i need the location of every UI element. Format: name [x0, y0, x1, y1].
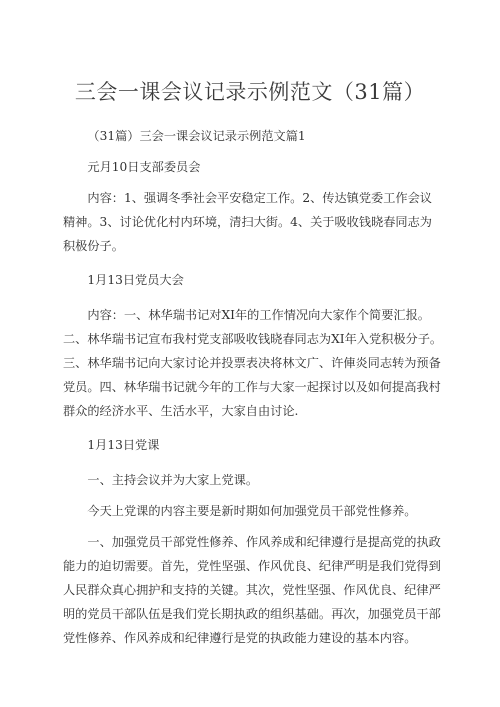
document-title: 三会一课会议记录示例范文（31篇） [74, 80, 426, 104]
document-body [63, 124, 444, 650]
meeting-date-heading: 1月13日党课 [87, 438, 160, 452]
meeting-content-paragraph: 内容：1、强调冬季社会平安稳定工作。2、传达镇党委工作会议精神。3、讨论优化村内环境，清扫大街。4、关于吸收钱晓春同志为积极份子。 [63, 191, 432, 253]
meeting-date-heading: 元月10日支部委员会 [87, 160, 201, 174]
body-paragraph: 一、主持会议并为大家上党课。 [87, 473, 259, 487]
body-paragraph: 今天上党课的内容主要是新时期如何加强党员干部党性修养。 [87, 504, 417, 518]
meeting-date-heading: 1月13日党员大会 [87, 273, 184, 287]
section-heading: （31篇）三会一课会议记录示例范文篇1 [87, 129, 306, 143]
body-paragraph: 一、加强党员干部党性修养、作风养成和纪律遵行是提高党的执政能力的迫切需要。首先，党性坚强、作风优良、纪律严明是我们党得到人民群众真心拥护和支持的关键。其次，党性坚强、作风优良、纪律严明的党员干部队伍是我们党长期执政的组织基础。再次，加强党员干部党性修养、作风养成和纪律遵行是党的执政能力建设的基本内容。 [63, 535, 441, 645]
meeting-content-paragraph: 内容：一、林华瑞书记对XI年的工作情况向大家作个简要汇报。二、林华瑞书记宣布我村党支部吸收钱晓春同志为XI年入党积极分子。三、林华瑞书记向大家讨论并投票表决将林文广、许俥炎同志转为预备党员。四、林华瑞书记就今年的工作与大家一起探讨以及如何提高我村群众的经济水平、生活水平，大家自由讨论. [63, 308, 443, 418]
